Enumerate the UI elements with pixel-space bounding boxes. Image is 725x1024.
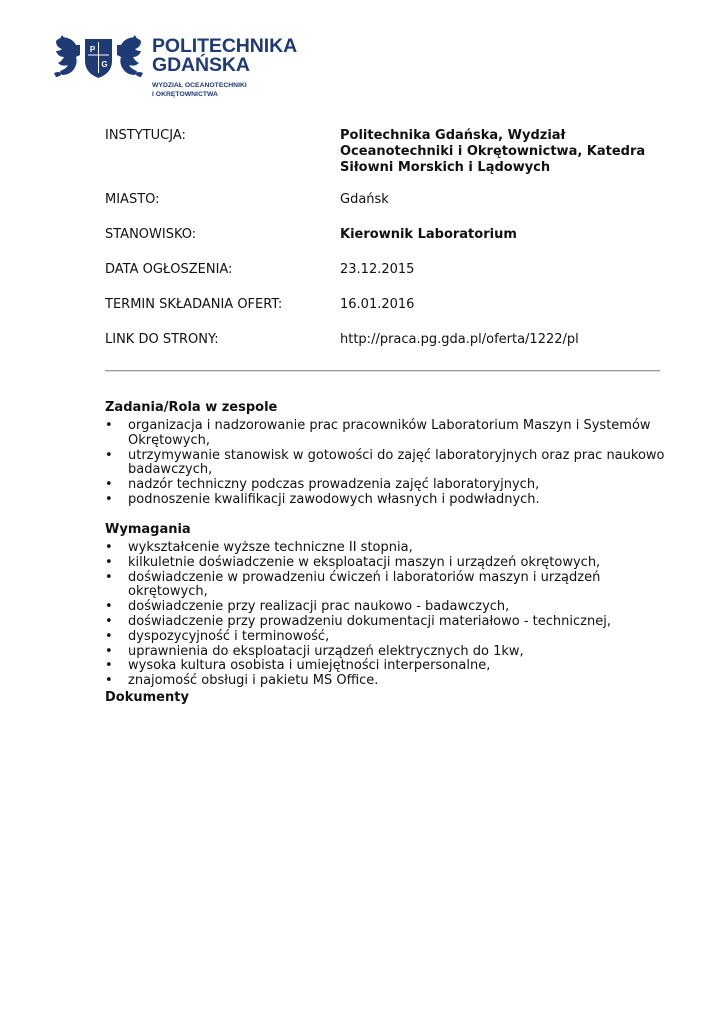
section-divider <box>105 370 660 372</box>
list-item: • doświadczenie przy prowadzeniu dokumentacji materiałowo - technicznej, <box>105 613 611 629</box>
tasks-list <box>105 419 665 508</box>
documents-section <box>105 690 665 709</box>
tasks-heading: Zadania/Rola w zespole <box>105 400 278 415</box>
list-item: • utrzymywanie stanowisk w gotowości do zajęć laboratoryjnych oraz prac naukowo badawczych, <box>105 447 665 478</box>
list-item: • kilkuletnie doświadczenie w eksploatacji maszyn i urządzeń okrętowych, <box>105 554 601 570</box>
tasks-section <box>105 400 665 508</box>
list-item: • znajomość obsługi i pakietu MS Office. <box>105 673 379 689</box>
info-label: MIASTO: <box>105 192 160 207</box>
crest-letter-g: G <box>101 60 108 69</box>
bullet-icon: • <box>105 658 113 674</box>
info-value: 16.01.2016 <box>340 297 415 312</box>
faculty-name-line-2: I OKRĘTOWNICTWA <box>152 90 218 98</box>
offer-link[interactable]: http://praca.pg.gda.pl/oferta/1222/pl <box>340 332 579 347</box>
bullet-icon: • <box>105 599 113 615</box>
list-item: • wykształcenie wyższe techniczne II stopnia, <box>105 540 413 555</box>
list-item: • doświadczenie przy realizacji prac naukowo - badawczych, <box>105 599 510 615</box>
requirements-section <box>105 522 665 689</box>
info-label: DATA OGŁOSZENIA: <box>105 262 233 277</box>
bullet-icon: • <box>105 418 113 433</box>
requirements-heading: Wymagania <box>105 522 191 537</box>
bullet-icon: • <box>105 491 113 507</box>
university-crest-icon <box>52 33 145 81</box>
bullet-icon: • <box>105 477 113 493</box>
info-label: STANOWISKO: <box>105 227 197 242</box>
bullet-icon: • <box>105 673 113 689</box>
list-item: • nadzór techniczny podczas prowadzenia zajęć laboratoryjnych, <box>105 477 540 493</box>
info-value: Kierownik Laboratorium <box>340 227 517 242</box>
bullet-icon: • <box>105 447 113 463</box>
list-item: • organizacja i nadzorowanie prac pracowników Laboratorium Maszyn i Systemów Okrętowych, <box>105 418 651 448</box>
university-name-line-1: POLITECHNIKA <box>152 35 298 57</box>
documents-heading: Dokumenty <box>105 690 189 705</box>
university-name-line-2: GDAŃSKA <box>152 53 250 76</box>
list-item: • wysoka kultura osobista i umiejętności interpersonalne, <box>105 658 491 674</box>
info-value: Gdańsk <box>340 192 389 207</box>
info-value: Politechnika Gdańska, Wydział Oceanotechniki i Okrętownictwa, Katedra Siłowni Morskich i Lądowych <box>340 128 646 175</box>
bullet-icon: • <box>105 613 113 629</box>
list-item: • doświadczenie w prowadzeniu ćwiczeń i laboratoriów maszyn i urządzeń okrętowych, <box>105 569 601 600</box>
university-name <box>152 37 297 74</box>
bullet-icon: • <box>105 569 113 585</box>
university-logo <box>52 33 298 101</box>
bullet-icon: • <box>105 628 113 644</box>
bullet-icon: • <box>105 643 113 659</box>
info-value: 23.12.2015 <box>340 262 415 277</box>
list-item: • uprawnienia do eksploatacji urządzeń elektrycznych do 1kw, <box>105 643 524 659</box>
bullet-icon: • <box>105 554 113 570</box>
info-label: TERMIN SKŁADANIA OFERT: <box>105 297 283 312</box>
list-item: • dyspozycyjność i terminowość, <box>105 628 330 644</box>
list-item: • podnoszenie kwalifikacji zawodowych własnych i podwładnych. <box>105 491 540 507</box>
bullet-icon: • <box>105 540 113 555</box>
info-label: INSTYTUCJA: <box>105 128 186 143</box>
faculty-name <box>152 82 247 99</box>
requirements-list <box>105 541 665 689</box>
crest-letter-p: P <box>89 45 96 54</box>
faculty-name-line-1: WYDZIAŁ OCEANOTECHNIKI <box>152 82 247 89</box>
info-label: LINK DO STRONY: <box>105 332 219 347</box>
